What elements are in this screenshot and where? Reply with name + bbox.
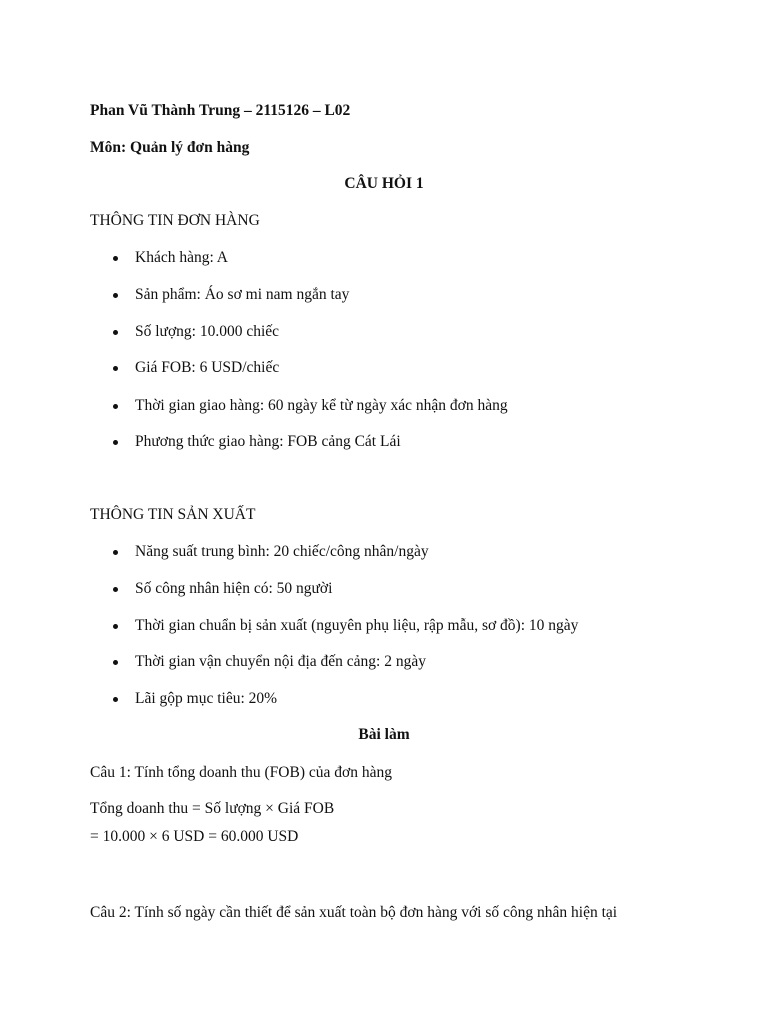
list-item-text: Số lượng: 10.000 chiếc [135, 323, 280, 340]
question-1-title: Câu 1: Tính tổng doanh thu (FOB) của đơn hàng [90, 764, 392, 781]
bullet-icon [113, 293, 118, 298]
solution-heading: Bài làm [358, 726, 410, 743]
bullet-icon [113, 587, 118, 592]
bullet-icon [113, 660, 118, 665]
list-item-text: Thời gian giao hàng: 60 ngày kể từ ngày xác nhận đơn hàng [135, 397, 508, 414]
list-item-text: Năng suất trung bình: 20 chiếc/công nhân/ngày [135, 543, 429, 560]
question-1-result: = 10.000 × 6 USD = 60.000 USD [90, 828, 299, 845]
list-item-text: Lãi gộp mục tiêu: 20% [135, 690, 278, 707]
production-info-heading: THÔNG TIN SẢN XUẤT [90, 506, 256, 523]
question-2-title: Câu 2: Tính số ngày cần thiết để sản xuất toàn bộ đơn hàng với số công nhân hiện tại [90, 904, 618, 921]
subject-line: Môn: Quản lý đơn hàng [90, 139, 250, 156]
list-item-text: Sản phẩm: Áo sơ mi nam ngắn tay [135, 286, 350, 303]
bullet-icon [113, 697, 118, 702]
author-line: Phan Vũ Thành Trung – 2115126 – L02 [90, 102, 351, 119]
question-title: CÂU HỎI 1 [344, 175, 424, 192]
bullet-icon [113, 404, 118, 409]
bullet-icon [113, 366, 118, 371]
list-item-text: Phương thức giao hàng: FOB cảng Cát Lái [135, 433, 401, 450]
bullet-icon [113, 550, 118, 555]
bullet-icon [113, 330, 118, 335]
question-1-formula: Tổng doanh thu = Số lượng × Giá FOB [90, 800, 335, 817]
bullet-icon [113, 624, 118, 629]
list-item-text: Khách hàng: A [135, 249, 228, 266]
list-item-text: Số công nhân hiện có: 50 người [135, 580, 333, 597]
bullet-icon [113, 440, 118, 445]
list-item-text: Thời gian chuẩn bị sản xuất (nguyên phụ liệu, rập mẫu, sơ đồ): 10 ngày [135, 617, 579, 634]
list-item-text: Giá FOB: 6 USD/chiếc [135, 359, 280, 376]
list-item-text: Thời gian vận chuyển nội địa đến cảng: 2 ngày [135, 653, 426, 670]
bullet-icon [113, 256, 118, 261]
order-info-heading: THÔNG TIN ĐƠN HÀNG [90, 212, 260, 229]
